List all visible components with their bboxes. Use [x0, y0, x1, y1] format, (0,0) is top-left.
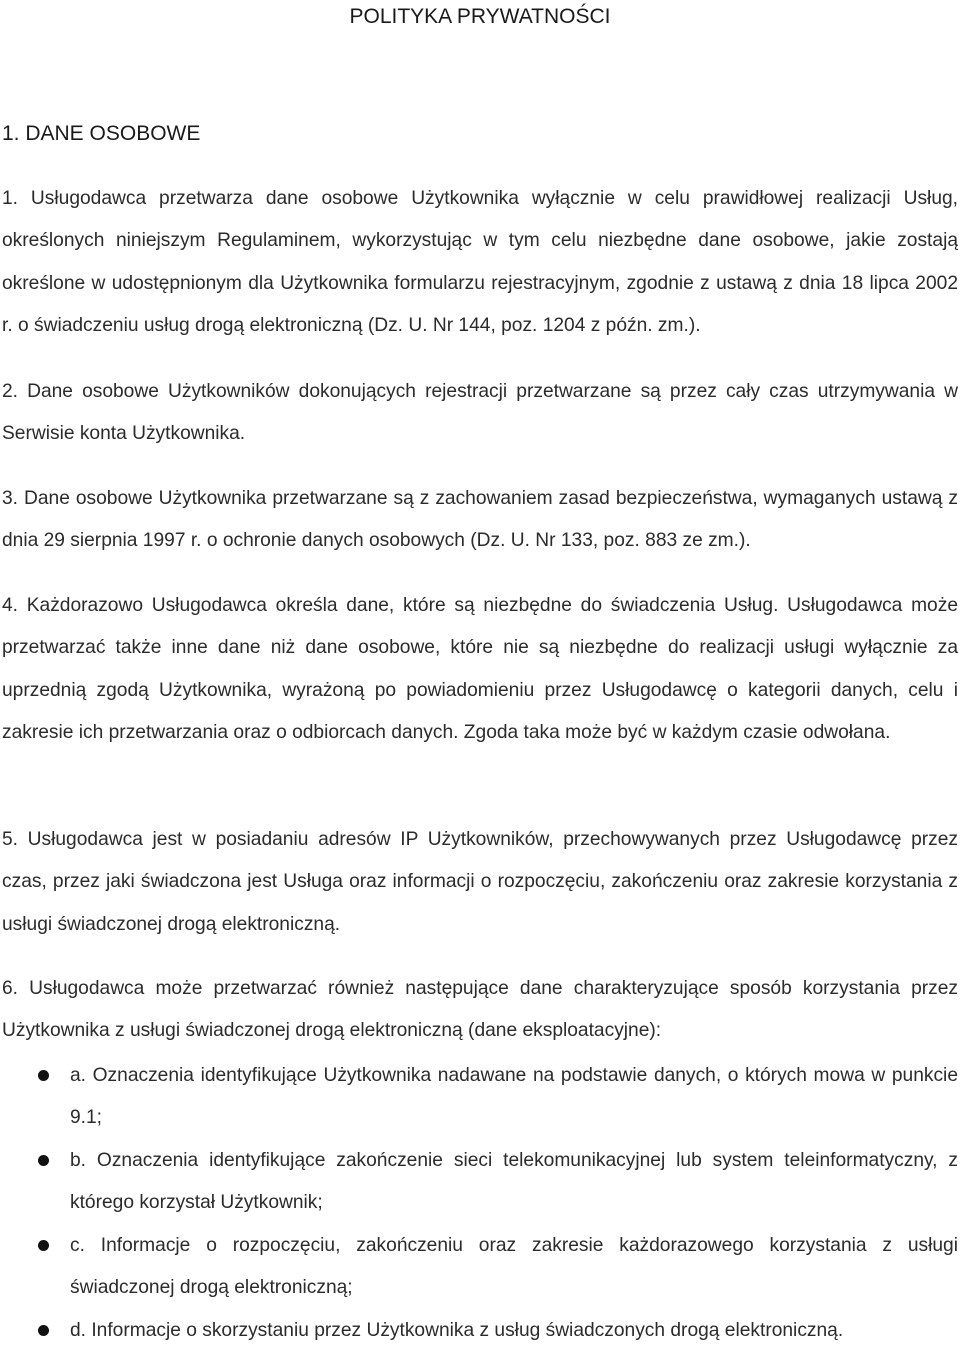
bullet-icon	[38, 1325, 49, 1336]
paragraph-6: 6. Usługodawca może przetwarzać również następujące dane charakteryzujące sposób korzystania przez Użytkownika z usługi świadczonej drogą elektroniczną (dane eksploatacyjne):	[2, 978, 958, 1042]
paragraph-1: 1. Usługodawca przetwarza dane osobowe Użytkownika wyłącznie w celu prawidłowej realizacji Usług, określonych niniejszym Regulaminem, wykorzystując w tym celu niezbędne dane osobowe, jakie zostają określone w udostępnionym dla Użytkownika formularzu rejestracyjnym, zgodnie z ustawą z dnia 18 lipca 2002 r. o świadczeniu usług drogą elektroniczną (Dz. U. Nr 144, poz. 1204 z późn. zm.).	[2, 188, 958, 336]
paragraph-2: 2. Dane osobowe Użytkowników dokonujących rejestracji przetwarzane są przez cały czas utrzymywania w Serwisie konta Użytkownika.	[2, 381, 958, 445]
bullet-item-b	[0, 1140, 958, 1225]
bullet-text: d. Informacje o skorzystaniu przez Użytkownika z usług świadczonych drogą elektroniczną.	[70, 1320, 844, 1341]
bullet-icon	[38, 1240, 49, 1251]
bullet-item-a	[0, 1055, 958, 1140]
paragraph-4: 4. Każdorazowo Usługodawca określa dane, które są niezbędne do świadczenia Usług. Usługodawca może przetwarzać także inne dane niż dane osobowe, które nie są niezbędne do realizacji usługi wyłącznie za uprzednią zgodą Użytkownika, wyrażoną po powiadomieniu przez Usługodawcę o kategorii danych, celu i zakresie ich przetwarzania oraz o odbiorcach danych. Zgoda taka może być w każdym czasie odwołana.	[2, 595, 958, 743]
bullet-text: a. Oznaczenia identyfikujące Użytkownika nadawane na podstawie danych, o których mowa w punkcie 9.1;	[70, 1065, 958, 1129]
bullet-list	[0, 1055, 960, 1352]
bullet-item-c	[0, 1225, 958, 1310]
bullet-icon	[38, 1070, 49, 1081]
bullet-text: b. Oznaczenia identyfikujące zakończenie sieci telekomunikacyjnej lub system teleinformatyczny, z którego korzystał Użytkownik;	[70, 1150, 958, 1214]
document-title: POLITYKA PRYWATNOŚCI	[349, 5, 611, 28]
bullet-item-d	[0, 1310, 958, 1352]
bullet-text: c. Informacje o rozpoczęciu, zakończeniu oraz zakresie każdorazowego korzystania z usługi świadczonej drogą elektroniczną;	[70, 1235, 958, 1299]
paragraph-5: 5. Usługodawca jest w posiadaniu adresów IP Użytkowników, przechowywanych przez Usługodawcę przez czas, przez jaki świadczona jest Usługa oraz informacji o rozpoczęciu, zakończeniu oraz zakresie korzystania z usługi świadczonej drogą elektroniczną.	[2, 829, 958, 935]
paragraph-3: 3. Dane osobowe Użytkownika przetwarzane są z zachowaniem zasad bezpieczeństwa, wymaganych ustawą z dnia 29 sierpnia 1997 r. o ochronie danych osobowych (Dz. U. Nr 133, poz. 883 ze zm.).	[2, 488, 958, 552]
bullet-icon	[38, 1155, 49, 1166]
section-heading: 1. DANE OSOBOWE	[2, 122, 201, 145]
